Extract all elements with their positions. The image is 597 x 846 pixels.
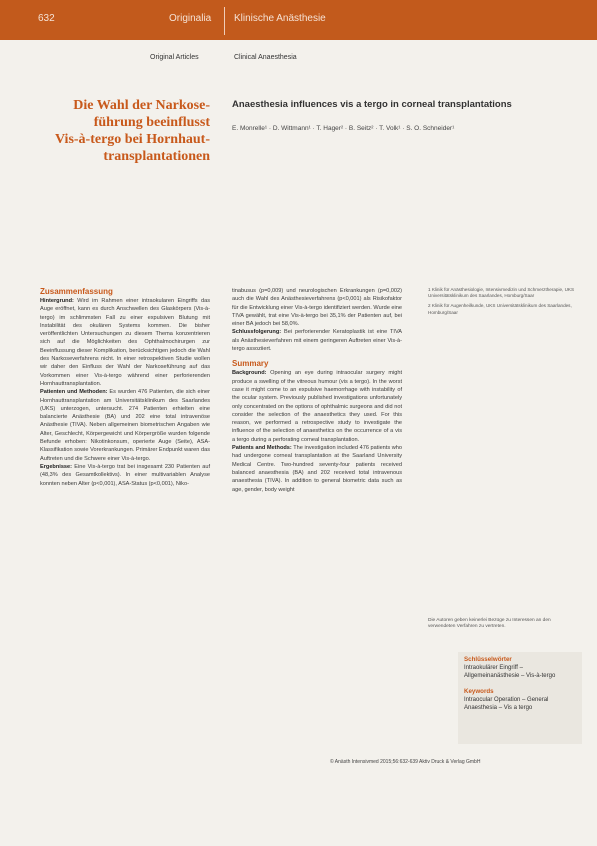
keywords-de-text: Intraokulärer Eingriff – Allgemeinanästhesie – Vis-à-tergo: [464, 665, 556, 679]
author-list: E. Monrelle¹ · D. Wittmann¹ · T. Hager² · B. Seitz² · T. Volk¹ · S. O. Schneider¹: [232, 125, 455, 132]
subheader-right: Clinical Anaesthesia: [234, 54, 297, 61]
abstract-de-methods: Patienten und Methoden: Es wurden 476 Patienten, die sich einer Hornhauttransplantation am Universitätsklinikum des Saarlandes (UKS) unterzogen, untersucht. 274 Patienten erhielten eine balancierte Anästhesie (BA) und 202 eine total intravenöse Anästhesie (TIVA). Neben allgemeinen biometrischen Angaben wie Alter, Geschlecht, Körpergewicht und Körpergröße wurden folgende Befunde erhoben: Nikotinkonsum, operierte Auge (Seite), ASA-Klassifikation sowie Vorerkrankungen. Primärer Endpunkt waren das Auftreten und die Schwere einer Vis-à-tergo.: [40, 389, 210, 462]
page-header: [0, 0, 597, 40]
section-label-de: Originalia: [169, 13, 212, 24]
abstract-de-conclusion: Schlussfolgerung: Bei perforierender Keratoplastik ist eine TIVA als Anästhesieverfahren mit einem geringeren Auftreten einer Vis-à-tergo assoziiert.: [232, 329, 402, 353]
page-number: 632: [38, 13, 55, 24]
header-divider: [224, 7, 225, 35]
column-2: [232, 287, 402, 494]
abstract-en-background: Background: Opening an eye during intraocular surgery might produce a swelling of the vitreous humour (vis a tergo). In the worst case it might come to an expulsive haemorrhage with instability of the ocular system. Previously published investigations unfortunately only concentrated on the options of ophthalmic surgeons and did not consider the selection of the anaesthetics they used. For this reason, we performed a retrospective study to investigate the influence of the selection of anaesthetics on the occurrence of a vis a tergo during a perforating corneal transplantation.: [232, 370, 402, 443]
keywords-en-heading: Keywords: [464, 688, 494, 695]
keywords-de-heading: Schlüsselwörter: [464, 656, 512, 663]
abstract-en-methods: Patients and Methods: The investigation included 476 patients who had undergone corneal transplantation at the Saarland University Medical Centre. Two-hundred seventy-four patients received balanced anaesthesia (BA) and 202 received total intravenous anaesthesia (TIVA). In addition to general biometric data such as age, gender, body weight: [232, 445, 403, 493]
article-title-de: Die Wahl der Narkose- führung beeinflusst Vis-à-tergo bei Hornhaut- transplantationen: [54, 98, 210, 164]
conflict-of-interest-note: Die Autoren geben keinerlei Bezüge zu Interessen an den verwendeten Verfahren zu vertreten.: [428, 618, 551, 630]
affiliations: [428, 287, 576, 320]
subheader-left: Original Articles: [150, 54, 199, 61]
abstract-de-results: Ergebnisse: Eine Vis-à-tergo trat bei insgesamt 230 Patienten auf (48,3% des Gesamtkollektivs). In einer multivariablen Analyse konnten neben Alter (p<0,001), ASA-Status (p<0,001), Niko-: [40, 463, 210, 487]
keywords-en-text: Intraocular Operation – General Anaesthesia – Vis a tergo: [464, 697, 549, 711]
section-label-en: Klinische Anästhesie: [234, 13, 326, 24]
summary-heading: Summary: [232, 359, 269, 369]
keywords-box: [458, 652, 582, 744]
abstract-de-results-cont: tinabusus (p=0,009) und neurologischen Erkrankungen (p=0,002) auch die Wahl des Anästhesieverfahrens (p<0,001) als Risikofaktor für die Entwicklung einer Vis-à-tergo identifiziert werden. Wurde eine TIVA gewählt, trat eine Vis-à-tergo bei 35,1% der Patienten auf, bei einer BA jedoch bei 58,0%.: [232, 288, 402, 328]
abstract-de-background: Hintergrund: Wird im Rahmen einer intraokularen Eingriffs das Auge eröffnet, kann es durch Anschwellen des Glaskörpers (Vis-à-tergo) im schlimmsten Fall zu einer expulsiven Blutung mit Instabilität des okulären Systems kommen. Die bisher veröffentlichten Untersuchungen zu diesem Thema konzentrieren sich auf die Möglichkeiten des Ophthalmochirurgen zur Beeinflussung dieser Komplikation, berücksichtigen jedoch die Wahl des Narkoseverfahrens nicht. In einer retrospektiven Studie wollen wir daher den Einfluss der Wahl der Narkoseführung auf das Vorkommen einer Vis-à-tergo während einer perforierenden Hornhauttransplantation.: [40, 298, 210, 387]
affiliation-1: 1 Klinik für Anästhesiologie, Intensivmedizin und Schmerztherapie, UKS Universitätsklinikum des Saarlandes, Homburg/Saar: [428, 287, 575, 299]
copyright-footer: © Anästh Intensivmed 2015;56:632-639 Aktiv Druck & Verlag GmbH: [330, 759, 481, 765]
article-title-en: Anaesthesia influences vis a tergo in corneal transplantations: [232, 99, 512, 110]
affiliation-2: 2 Klinik für Augenheilkunde, UKS Universitätsklinikum des Saarlandes, Homburg/Saar: [428, 303, 572, 315]
zusammenfassung-heading: Zusammenfassung: [40, 287, 113, 296]
column-1: [40, 287, 210, 488]
